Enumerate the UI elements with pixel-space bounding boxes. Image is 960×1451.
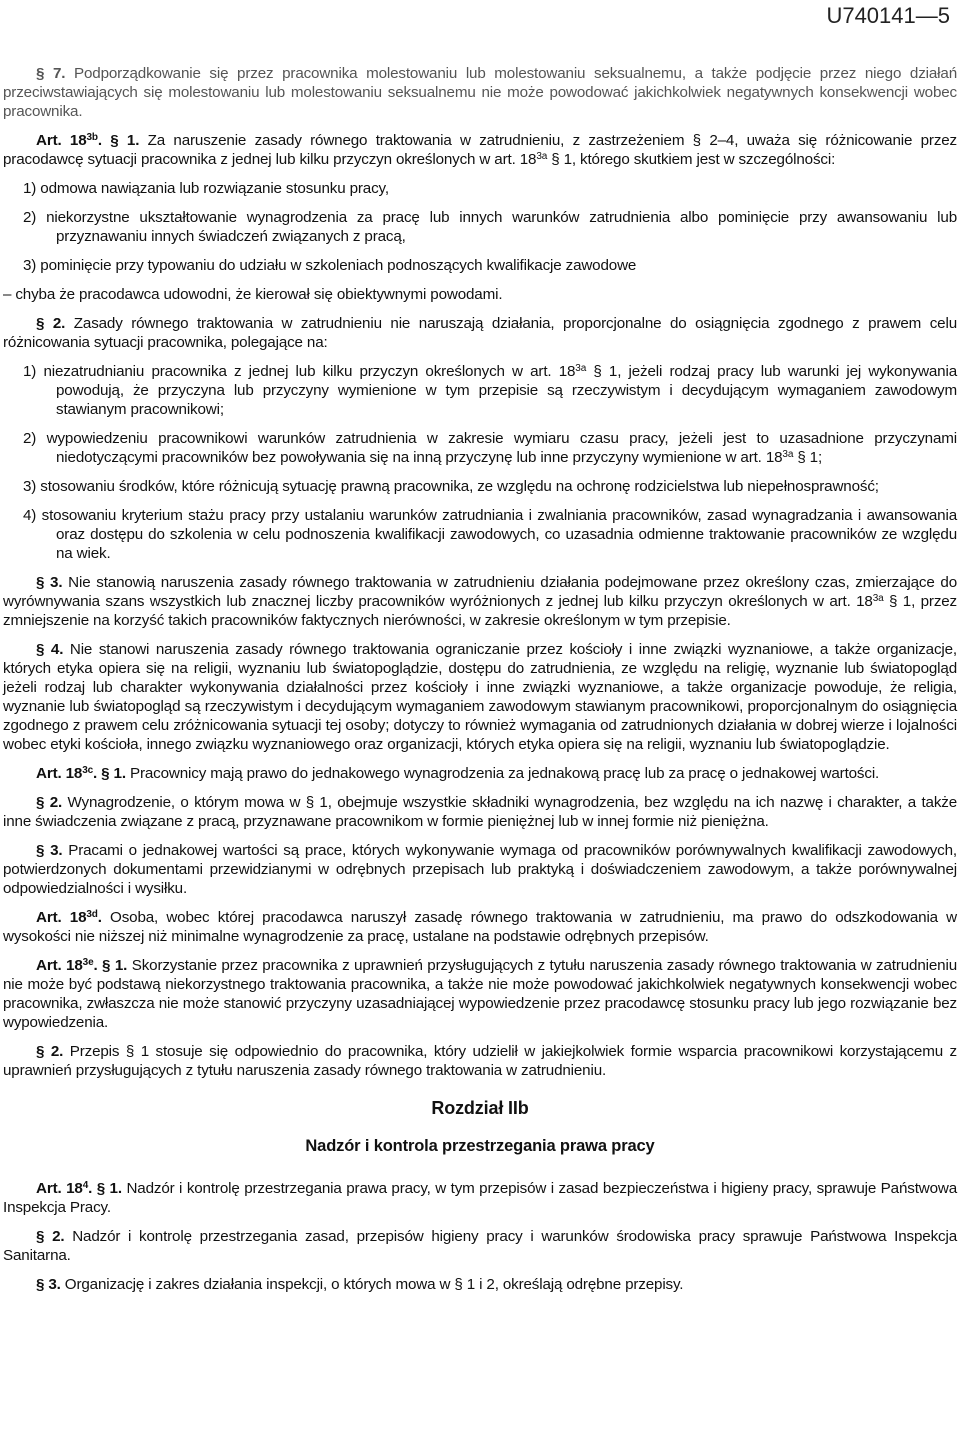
article-18-3b-par-2: § 2. Zasady równego traktowania w zatrudnieniu nie naruszają działania, proporcjonalne do osiągnięcia zgodnego z prawem celu różnicowania sytuacji pracownika, polegające na: — [3, 315, 957, 351]
list-item: 4) stosowaniu kryterium stażu pracy przy ustalaniu warunków zatrudniania i zwalniania pracowników, zasad wynagradzania i awansowania oraz dostępu do szkolenia w celu podnoszenia kwalifikacji zawodowych, co uzasadnia odmienne traktowanie pracowników ze względu na wiek. — [23, 507, 957, 562]
document-body — [3, 64, 957, 1304]
page-number-header: U740141—5 — [826, 3, 950, 28]
article-18-3c-par-2: § 2. Wynagrodzenie, o którym mowa w § 1, obejmuje wszystkie składniki wynagrodzenia, bez względu na ich nazwę i charakter, a także inne świadczenia związane z pracą, przyznawane pracownikom w formie pieniężnej lub w innej formie niż pieniężna. — [3, 794, 958, 830]
article-18-3b-par-1: Art. $18^{3b}$. § 1. Za naruszenie zasady równego traktowania w zatrudnieniu, z zastrzeżeniem § 2–4, uważa się różnicowanie przez pracodawcę sytuacji pracownika z jednej lub kilku przyczyn określonych w art. $18^{3a}$ § 1, którego skutkiem jest w szczególności: — [3, 132, 958, 168]
list-item: 2) wypowiedzeniu pracownikowi warunków zatrudnienia w zakresie wymiaru czasu pracy, jeżeli jest to uzasadnione przyczynami niedotyczącymi pracowników bez powoływania się na inną przyczynę lub inne przyczyny wymienione w art. $18^{3a}$ § 1; — [23, 430, 957, 466]
exception-clause: – chyba że pracodawca udowodni, że kierował się obiektywnymi powodami. — [3, 286, 503, 303]
list-item: 2) niekorzystne ukształtowanie wynagrodzenia za pracę lub innych warunków zatrudnienia albo pominięcie przy awansowaniu lub przyznawaniu innych świadczeń związanych z pracą, — [23, 209, 957, 245]
paragraph-7: § 7. Podporządkowanie się przez pracownika molestowaniu lub molestowaniu seksualnemu, a także podjęcie przez niego działań przeciwstawiających się molestowaniu lub molestowaniu seksualnemu nie może powodować jakichkolwiek negatywnych konsekwencji wobec pracownika. — [3, 65, 957, 120]
list-item: 3) stosowaniu środków, które różnicują sytuację prawną pracownika, ze względu na ochronę rodzicielstwa lub niepełnosprawność; — [23, 478, 879, 495]
article-18-4-par-2: § 2. Nadzór i kontrolę przestrzegania zasad, przepisów higieny pracy i warunków środowiska pracy sprawuje Państwowa Inspekcja Sanitarna. — [3, 1228, 957, 1264]
list-item: 1) odmowa nawiązania lub rozwiązanie stosunku pracy, — [23, 180, 389, 197]
article-18-3b-par-4: § 4. Nie stanowi naruszenia zasady równego traktowania ograniczanie przez kościoły i inne związki wyznaniowe, a także organizacje, których etyka opiera się na religii, wyznaniu lub światopoglądzie, dostępu do zatrudnienia, ze względu na religię, wyznanie lub światopogląd jeżeli rodzaj lub charakter wykonywania działalności przez kościoły i inne związki wyznaniowe, a także organizacje powoduje, że religia, wyznanie lub światopogląd są rzeczywistym i decydującym wymaganiem zawodowym stawianym pracownikowi, proporcjonalnym do osiągnięcia zgodnego z prawem celu zróżnicowania sytuacji tej osoby; dotyczy to również wymagania od zatrudnionych działania w dobrej wierze i lojalności wobec etyki kościoła, innego związku wyznaniowego oraz organizacji, których etyka opiera się na religii, wyznaniu lub światopoglądzie. — [3, 641, 958, 753]
article-18-3e-par-2: § 2. Przepis § 1 stosuje się odpowiednio do pracownika, który udzielił w jakiejkolwiek formie wsparcia pracownikowi korzystającemu z uprawnień przysługujących z tytułu naruszenia zasady równego traktowania w zatrudnieniu. — [3, 1043, 957, 1079]
article-18-3c-par-3: § 3. Pracami o jednakowej wartości są prace, których wykonywanie wymaga od pracowników porównywalnych kwalifikacji zawodowych, potwierdzonych dokumentami przewidzianymi w odrębnych przepisach lub praktyką i doświadczeniem zawodowym, a także porównywalnej odpowiedzialności i wysiłku. — [3, 842, 957, 897]
list-item: 3) pominięcie przy typowaniu do udziału w szkoleniach podnoszących kwalifikacje zawodowe — [23, 257, 637, 274]
article-18-3d: Art. $18^{3d}$. Osoba, wobec której pracodawca naruszył zasadę równego traktowania w zatrudnieniu, ma prawo do odszkodowania w wysokości nie niższej niż minimalne wynagrodzenie za pracę, ustalane na podstawie odrębnych przepisów. — [3, 909, 957, 945]
chapter-number: Rozdział IIb — [431, 1098, 529, 1118]
article-18-3c-par-1: Art. $18^{3c}$. § 1. Pracownicy mają prawo do jednakowego wynagrodzenia za jednakową pracę lub za pracę o jednakowej wartości. — [36, 765, 880, 782]
article-18-3b-par-3: § 3. Nie stanowią naruszenia zasady równego traktowania w zatrudnieniu działania podejmowane przez określony czas, zmierzające do wyrównywania szans wszystkich lub znacznej liczby pracowników wyróżnionych z jednej lub kilku przyczyn określonych w art. $18^{3a}$ § 1, przez zmniejszenie na korzyść takich pracowników faktycznych nierówności, w zakresie określonym w tym przepisie. — [3, 574, 958, 629]
list-item: 1) niezatrudnianiu pracownika z jednej lub kilku przyczyn określonych w art. $18^{3a}$ § 1, jeżeli rodzaj pracy lub warunki jej wykonywania powodują, że przyczyna lub przyczyny wymienione w tym przepisie są rzeczywistym i decydującym wymaganiem zawodowym stawianym pracownikowi; — [23, 363, 958, 418]
article-18-4-par-1: Art. $18^4$. § 1. Nadzór i kontrolę przestrzegania prawa pracy, w tym przepisów i zasad bezpieczeństwa i higieny pracy, sprawuje Państwowa Inspekcja Pracy. — [3, 1180, 957, 1216]
article-18-4-par-3: § 3. Organizację i zakres działania inspekcji, o których mowa w § 1 i 2, określają odrębne przepisy. — [36, 1276, 684, 1293]
article-18-3e-par-1: Art. $18^{3e}$. § 1. Skorzystanie przez pracownika z uprawnień przysługujących z tytułu naruszenia zasady równego traktowania w zatrudnieniu nie może być podstawą niekorzystnego traktowania pracownika, a także nie może powodować jakichkolwiek negatywnych konsekwencji wobec pracownika, zwłaszcza nie może stanowić przyczyny uzasadniającej wypowiedzenie przez pracodawcę stosunku pracy lub jego rozwiązanie bez wypowiedzenia. — [3, 957, 957, 1031]
chapter-title: Nadzór i kontrola przestrzegania prawa pracy — [305, 1137, 655, 1155]
